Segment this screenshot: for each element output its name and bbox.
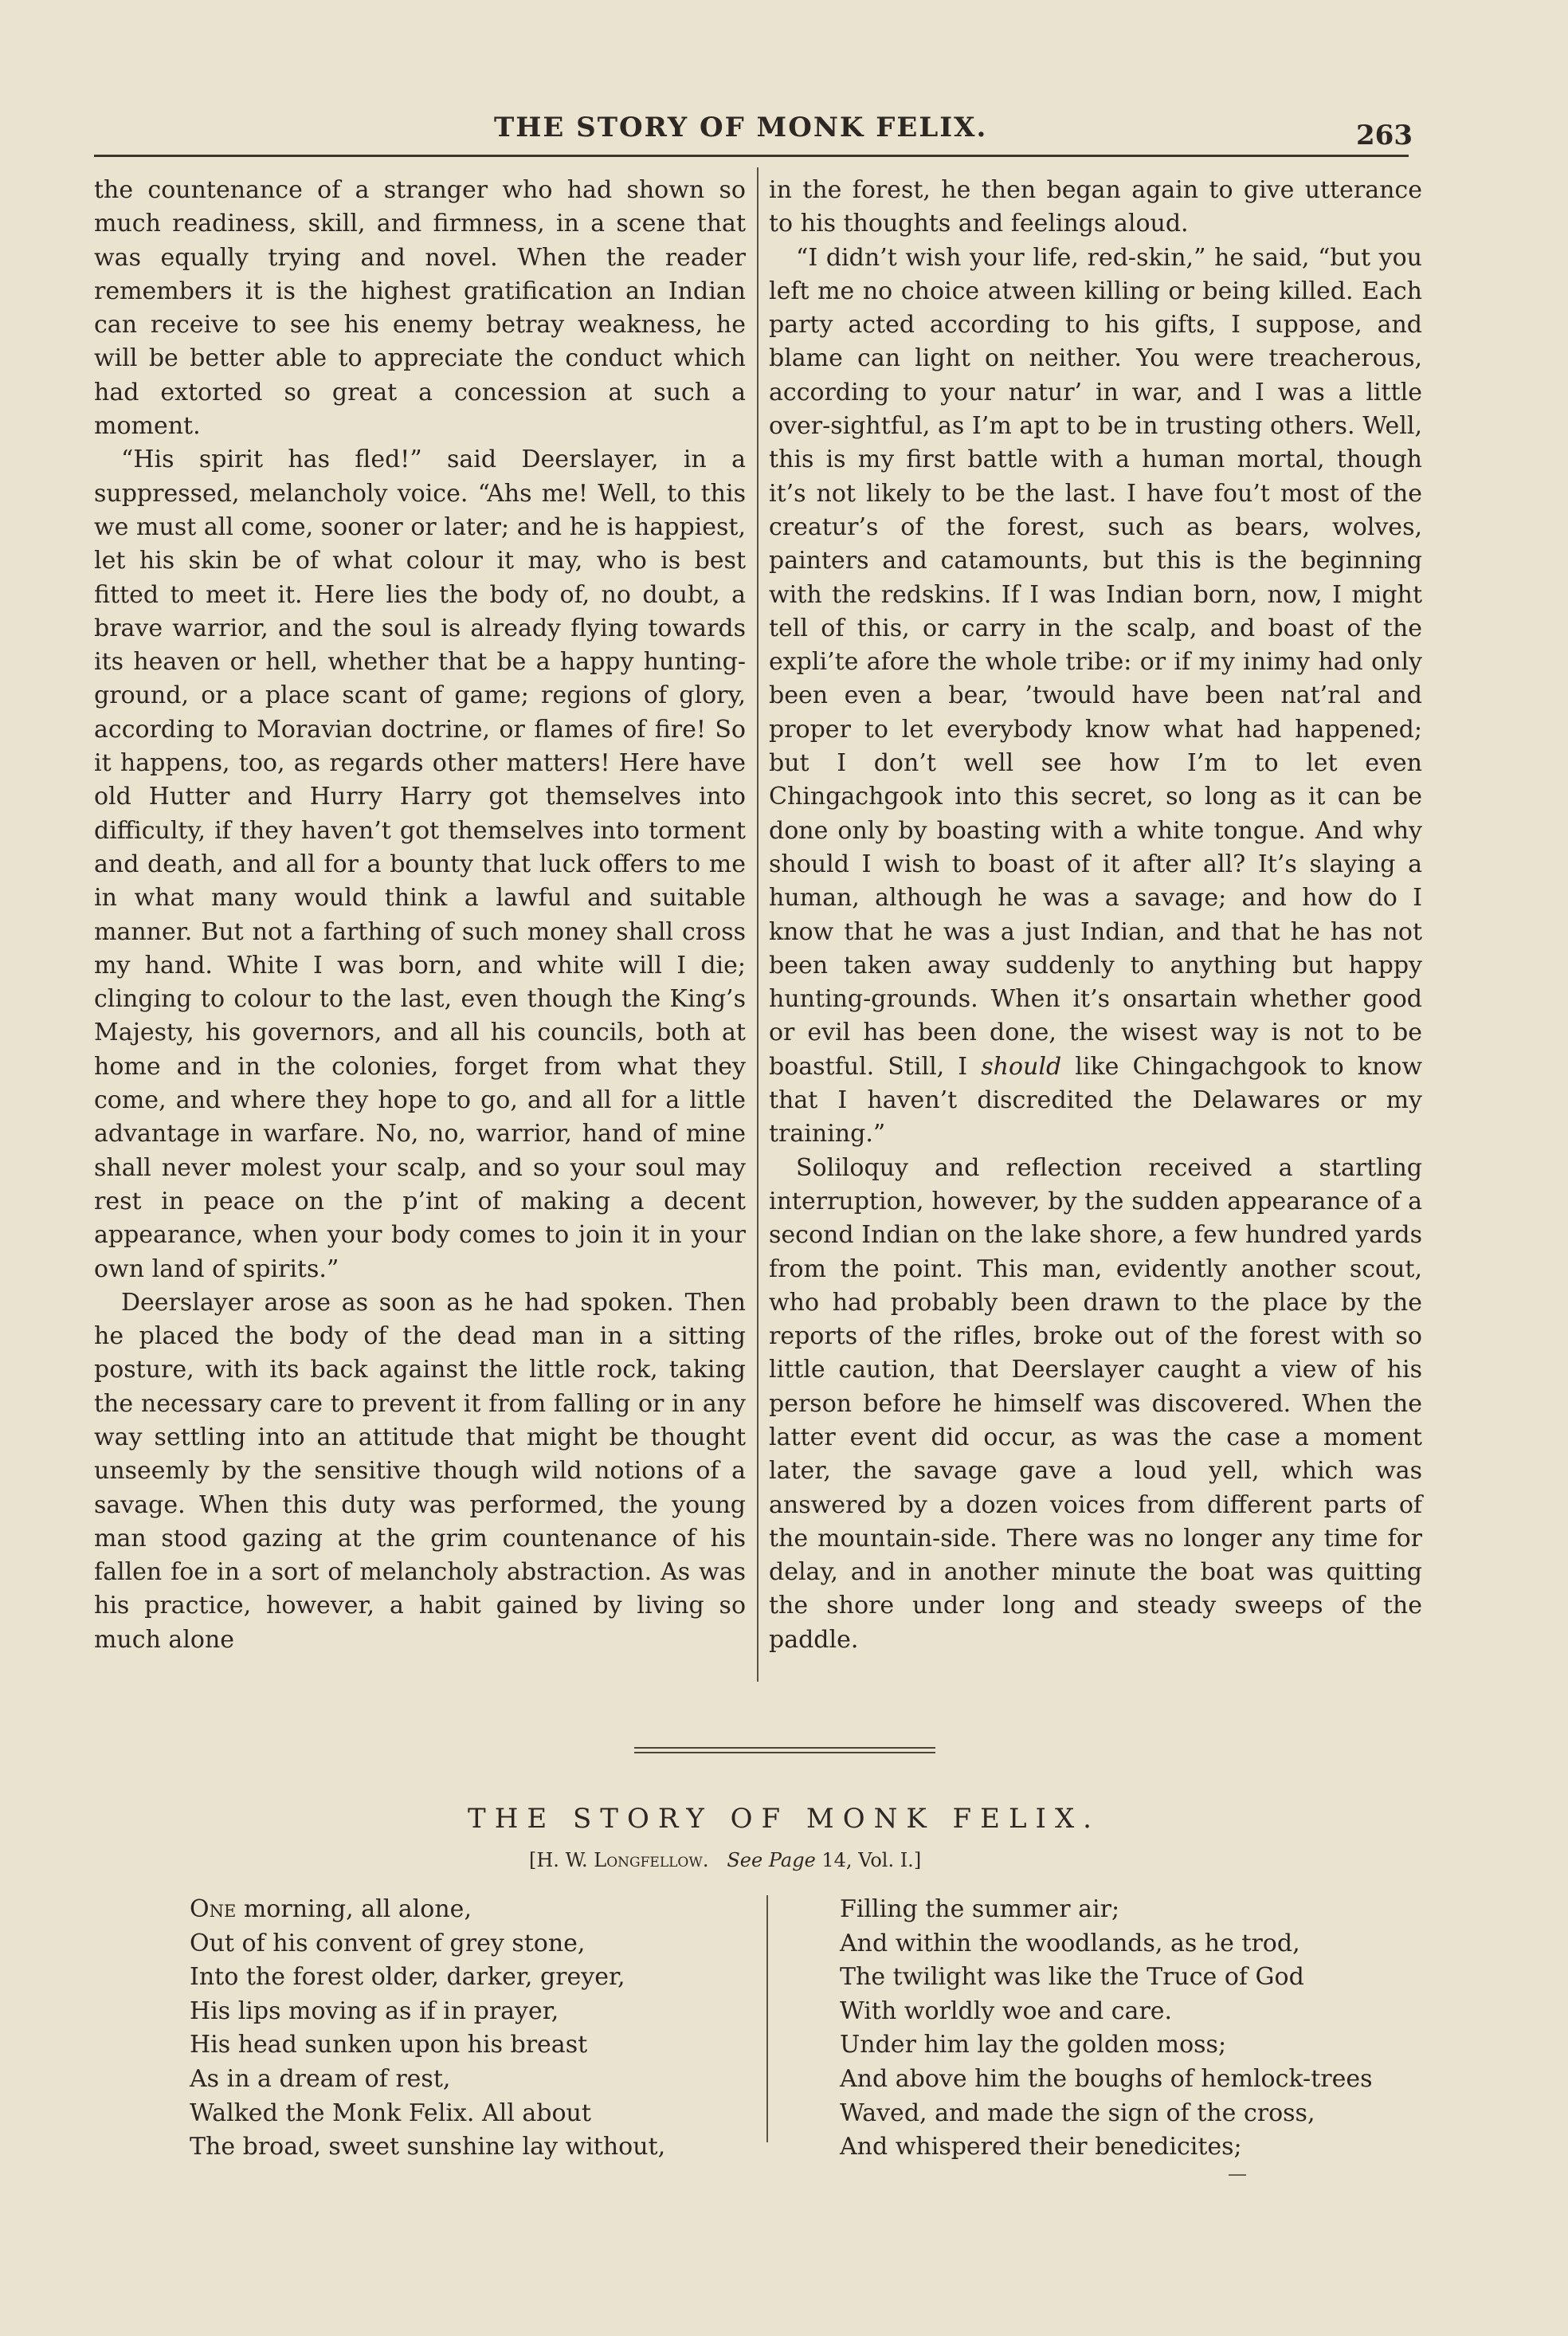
paragraph-text: “I didn’t wish your life, red-skin,” he said, “but you left me no choice atween killing or being killed. Each party acted according to his gifts, I suppose, and blame can light on neither. You were treacherous, according to your natur’ in war, and I was a little over-sightful, as I’m apt to be in trusting others. Well, this is my first battle with a human mortal, though it’s not likely to be the last. I have fou’t most of the creatur’s of the forest, such as bears, wolves, painters and catamounts, but this is the beginning with the redskins. If I was Indian born, now, I might tell of this, or carry in the scalp, and boast of the expli’te afore the whole tribe: or if my inimy had only been even a bear, ’twould have been nat’ral and proper to let everybody know what had happened; but I don’t well see how I’m to let even Chingachgook into this secret, so long as it can be done only by boasting with a white tongue. And why should I wish to boast of it after all? It’s slaying a human, although he was a savage; and how do I know that he was a just Indian, and that he has not been taken away suddenly to anything but happy hunting-grounds. When it’s onsartain whether good or evil has been done, the wisest way is not to be boastful. Still, I — [769, 243, 1422, 1081]
poem-credit — [529, 1849, 921, 1871]
left-text-column — [94, 174, 746, 1657]
section-rule-top — [634, 1747, 935, 1749]
credit-bracket: [ — [529, 1849, 537, 1871]
poem-line: With worldly woe and care. — [840, 1996, 1173, 2025]
poem-line: Under him lay the golden moss; — [840, 2031, 1227, 2059]
header-rule — [94, 155, 1409, 157]
paragraph: Deerslayer arose as soon as he had spoken. Then he placed the body of the dead man in a sitting posture, with its back against the little rock, taking the necessary care to prevent it from falling or in any way settling into an attitude that might be thought unseemly by the sensitive though wild notions of a savage. When this duty was performed, the young man stood gazing at the grim countenance of his fallen foe in a sort of melancholy abstraction. As was his practice, however, a habit gained by living so much alone — [94, 1288, 746, 1654]
running-title: THE STORY OF MONK FELIX. — [494, 112, 988, 143]
paragraph: the countenance of a stranger who had shown so much readiness, skill, and firmness, in a scene that was equally trying and novel. When the reader remembers it is the highest gratification an Indian can receive to see his enemy betray weakness, he will be better able to appreciate the conduct which had extorted so great a concession at such a moment. — [94, 176, 746, 441]
paragraph-text: like Chingachgook to know that I haven’t discredited the Delawares or my training.” — [769, 1052, 1422, 1148]
emphasis-text: should — [981, 1052, 1062, 1081]
poem-line: As in a dream of rest, — [190, 2064, 451, 2093]
section-rule-bottom — [634, 1752, 935, 1753]
poem-line: And whispered their benedicites; — [840, 2133, 1242, 2161]
poem-line: His head sunken upon his breast — [190, 2031, 588, 2059]
poem-first-word: One — [190, 1895, 237, 1923]
poem-line-text: morning, all alone, — [236, 1895, 472, 1923]
poem-line: And within the woodlands, as he trod, — [840, 1929, 1300, 1957]
poem-left-column — [190, 1893, 747, 2165]
poem-column-divider — [766, 1895, 768, 2142]
poem-line: Out of his convent of grey stone, — [190, 1929, 586, 1957]
poem-line: The twilight was like the Truce of God — [840, 1963, 1304, 1992]
poem-line: Filling the summer air; — [840, 1895, 1120, 1923]
paragraph — [769, 241, 1422, 1152]
poem-line — [190, 1893, 747, 1927]
paragraph: in the forest, he then began again to give utterance to his thoughts and feelings aloud. — [769, 176, 1422, 238]
paragraph: Soliloquy and reflection received a startling interruption, however, by the sudden appearance of a second Indian on the lake shore, a few hundred yards from the point. This man, evidently another scout, who had probably been drawn to the place by the reports of the rifles, broke out of the forest with so little caution, that Deerslayer caught a view of his person before he himself was discovered. When the latter event did occur, as was the case a moment later, the savage gave a loud yell, which was answered by a dozen voices from different parts of the mountain-side. There was no longer any time for delay, and in another minute the boat was quitting the shore under long and steady sweeps of the paddle. — [769, 1153, 1422, 1654]
running-head — [0, 112, 1568, 151]
poem-line: Waved, and made the sign of the cross, — [840, 2098, 1315, 2127]
poem-right-column — [840, 1893, 1445, 2165]
page-number: 263 — [1356, 120, 1413, 151]
closing-ornament — [1229, 2174, 1246, 2176]
poem-line: And above him the boughs of hemlock-trees — [840, 2064, 1373, 2093]
credit-see: See Page — [727, 1849, 816, 1871]
poem-line: The broad, sweet sunshine lay without, — [190, 2133, 666, 2161]
poem-line: His lips moving as if in prayer, — [190, 1996, 559, 2025]
credit-ref: 14, Vol. I.] — [815, 1849, 922, 1871]
credit-author: H. W. Longfellow. — [536, 1849, 709, 1871]
poem-line: Walked the Monk Felix. All about — [190, 2098, 591, 2127]
column-divider — [757, 167, 759, 1682]
poem-line: Into the forest older, darker, greyer, — [190, 1963, 625, 1992]
right-text-column — [769, 174, 1422, 1657]
paragraph: “His spirit has fled!” said Deerslayer, in a suppressed, melancholy voice. “Ahs me! Well, to this we must all come, sooner or later; and he is happiest, let his skin be of what colour it may, who is best fitted to meet it. Here lies the body of, no doubt, a brave warrior, and the soul is already flying towards its heaven or hell, whether that be a happy hunting-ground, or a place scant of game; regions of glory, according to Moravian doctrine, or flames of fire! So it happens, too, as regards other matters! Here have old Hutter and Hurry Harry got themselves into difficulty, if they haven’t got themselves into torment and death, and all for a bounty that luck offers to me in what many would think a lawful and suitable manner. But not a farthing of such money shall cross my hand. White I was born, and white will I die; clinging to colour to the last, even though the King’s Majesty, his governors, and all his councils, both at home and in the colonies, forget from what they come, and where they hope to go, and all for a little advantage in warfare. No, no, warrior, hand of mine shall never molest your scalp, and so your soul may rest in peace on the p’int of making a decent appearance, when your body comes to join it in your own land of spirits.” — [94, 446, 746, 1283]
poem-title: THE STORY OF MONK FELIX. — [468, 1803, 1100, 1835]
